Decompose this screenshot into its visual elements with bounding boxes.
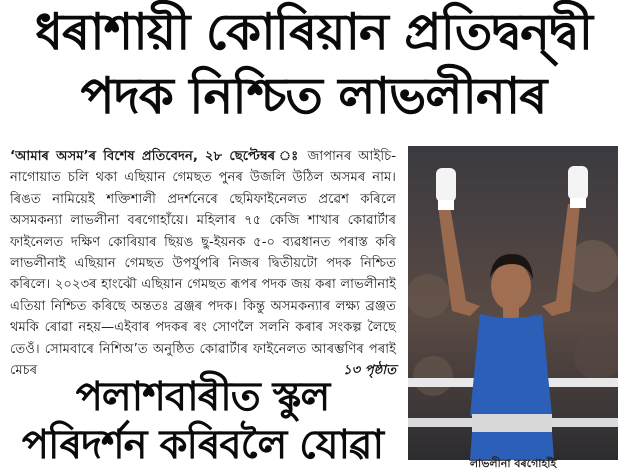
photo-caption: লাভলীনা বৰগোহাঁই bbox=[469, 457, 557, 470]
right-glove-icon bbox=[568, 166, 588, 200]
sub-headline-line-1: পলাশবাৰীত স্কুল bbox=[75, 374, 330, 420]
sub-headline-line-2: পৰিদৰ্শন কৰিবলৈ যোৱা bbox=[21, 422, 384, 468]
boxer-illustration bbox=[408, 146, 618, 460]
article-kicker: ‘আমাৰ অসম’ৰ বিশেষ প্ৰতিবেদন, ২৮ ছেপ্টেম্বৰ ঃ bbox=[10, 149, 301, 164]
left-glove-icon bbox=[436, 168, 456, 202]
boxer-photo bbox=[408, 146, 618, 460]
article-body bbox=[10, 146, 396, 381]
headline-line-2: পদক নিশ্চিত লাভলীনাৰ bbox=[80, 67, 547, 125]
headline-line-1: ধৰাশায়ী কোৰিয়ান প্ৰতিদ্বন্দ্বী bbox=[34, 3, 593, 61]
continued-page-ref[interactable]: ১৩ পৃষ্ঠাত bbox=[343, 363, 396, 379]
article-text: জাপানৰ আইচি-নাগোয়াত চলি থকা এছিয়ান গেমছত পুনৰ উজলি উঠিল অসমৰ নাম। ৰিঙত নামিয়েই শক্তিশালী প্ৰদৰ্শনেৰে ছেমিফাইনেলত প্ৰৱেশ কৰিলে অসমকন্যা লাভলীনা বৰগোহাঁয়ে। মহিলাৰ ৭৫ কেজি শাখাৰ কোৱাৰ্টাৰ ফাইনেলত দক্ষিণ কোৰিয়াৰ ছিয়ঙ ছু-ইয়নক ৫-০ ব্যৱধানত পৰাস্ত কৰি লাভলীনাই এছিয়ান গেমছত উপৰ্যুপৰি নিজৰ দ্বিতীয়টো পদক নিশ্চিত কৰিলে। ২০২৩ৰ হাংঝৌ এছিয়ান গেমছত ৰূপৰ পদক জয় কৰা লাভলীনাই এতিয়া নিশ্চিত কৰিছে অন্ততঃ ব্ৰঞ্জৰ পদক। কিন্তু অসমকন্যাৰ লক্ষ্য ব্ৰঞ্জত থমকি ৰোৱা নহয়—এইবাৰ পদকৰ ৰং সোণলৈ সলনি কৰাৰ সংকল্প লৈছে তেওঁ। সোমবাৰে নিশিঅ’ত অনুষ্ঠিত কোৱাৰ্টাৰ ফাইনেলত আৰম্ভণিৰ পৰাই মেচৰ bbox=[10, 149, 396, 379]
jersey-icon bbox=[470, 314, 552, 421]
